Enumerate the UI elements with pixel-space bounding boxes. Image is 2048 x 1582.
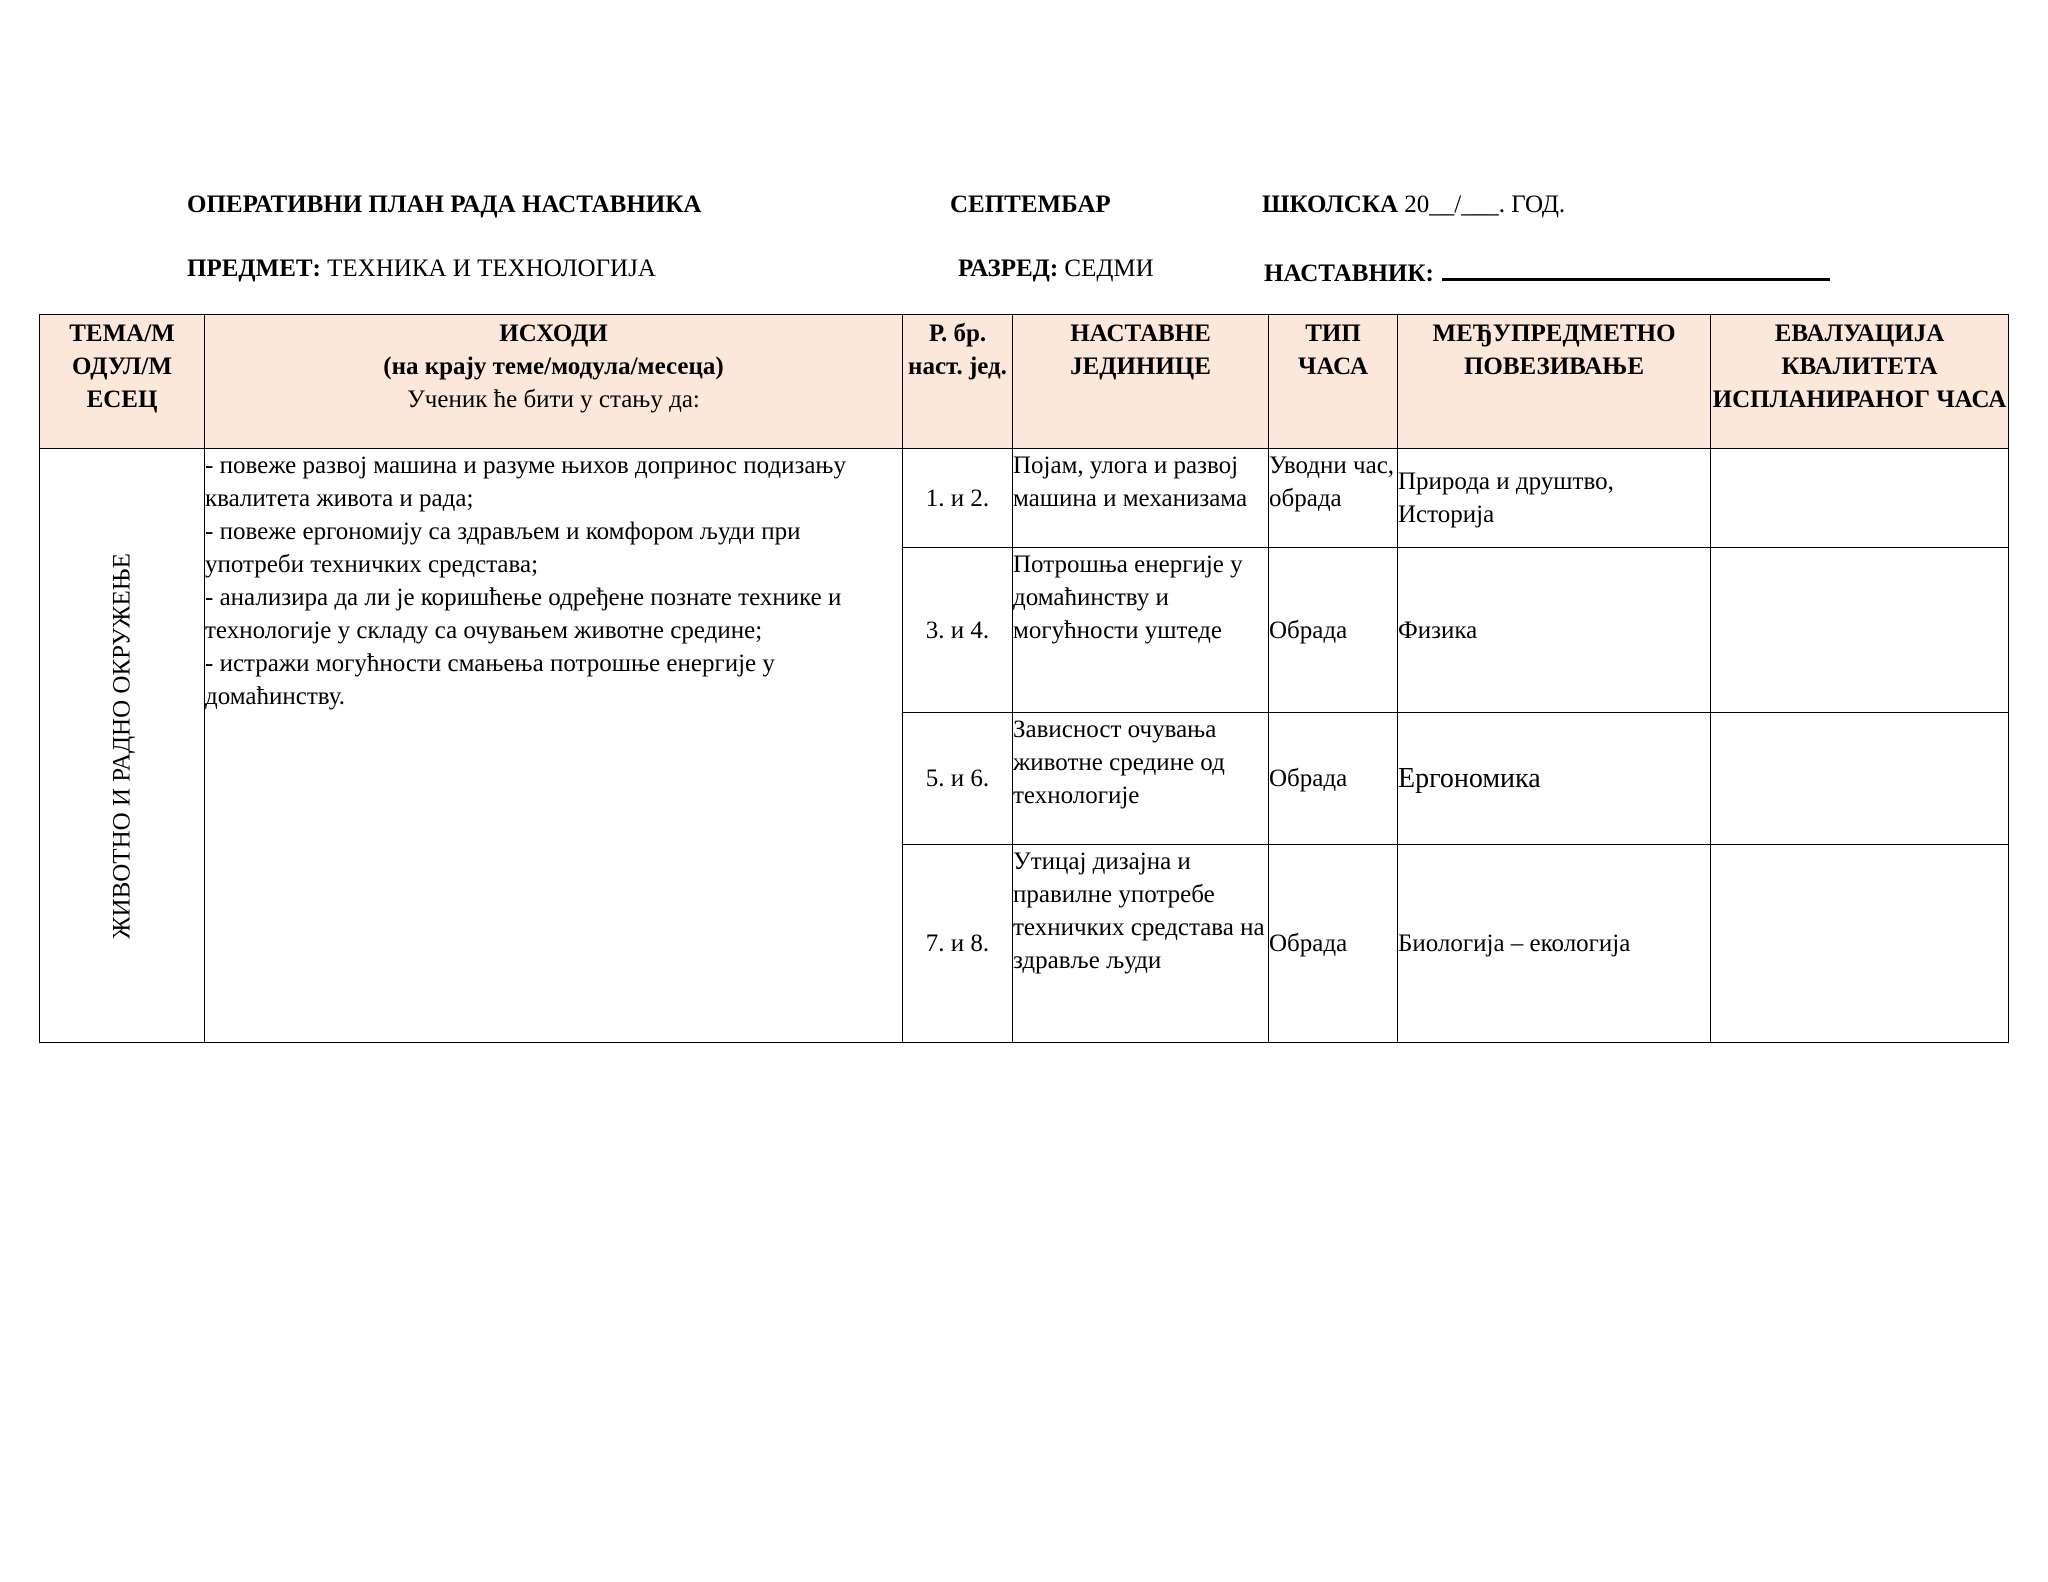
header-outcomes-sub: (на крају теме/модула/месеца) <box>383 353 724 380</box>
lesson-number: 7. и 8. <box>903 845 1013 1043</box>
table-row <box>40 449 2009 548</box>
school-year <box>1262 190 1565 220</box>
header-outcomes-note: Ученик ће бити у стању да: <box>407 386 700 413</box>
plan-title: ОПЕРАТИВНИ ПЛАН РАДА НАСТАВНИКА <box>187 191 702 218</box>
header-eval: ЕВАЛУАЦИЈА КВАЛИТЕТА ИСПЛАНИРАНОГ ЧАСА <box>1711 315 2009 449</box>
lesson-link: Ергономика <box>1398 713 1711 845</box>
header-num: Р. бр. наст. јед. <box>903 315 1013 449</box>
header-links: МЕЂУПРЕДМЕТНО ПОВЕЗИВАЊЕ <box>1398 315 1711 449</box>
lesson-link: Биологија – екологија <box>1398 845 1711 1043</box>
lesson-type: Обрада <box>1269 845 1398 1043</box>
lesson-unit: Потрошња енергије у домаћинству и могућности уштеде <box>1013 548 1269 713</box>
teacher-label: НАСТАВНИК: <box>1264 260 1434 287</box>
subject-label: ПРЕДМЕТ: <box>187 255 321 282</box>
grade-value: СЕДМИ <box>1064 255 1154 282</box>
lesson-link: Природа и друштво, Историја <box>1398 449 1711 548</box>
lesson-eval[interactable] <box>1711 449 2009 548</box>
header-units: НАСТАВНЕ ЈЕДИНИЦЕ <box>1013 315 1269 449</box>
header-outcomes-title: ИСХОДИ <box>499 320 608 347</box>
header-theme: ТЕМА/М ОДУЛ/М ЕСЕЦ <box>40 315 205 449</box>
plan-table <box>39 314 2009 1043</box>
lesson-unit: Утицај дизајна и правилне употребе техничких средстава на здравље људи <box>1013 845 1269 1043</box>
outcomes-text: - повеже развој машина и разуме њихов допринос подизању квалитета живота и рада; - повеже ергономију са здрављем и комфором људи при употреби техничких средстава; - анализира да ли је коришћење одређене познате технике и технологије у складу са очувањем животне средине; - истражи могућности смањења потрошње енергије у домаћинству. <box>205 452 847 710</box>
lesson-type: Уводни час, обрада <box>1269 449 1398 548</box>
subject-value: ТЕХНИКА И ТЕХНОЛОГИЈА <box>327 255 656 282</box>
lesson-number: 3. и 4. <box>903 548 1013 713</box>
header-type: ТИП ЧАСА <box>1269 315 1398 449</box>
lesson-unit: Појам, улога и развој машина и механизама <box>1013 449 1269 548</box>
teacher-name-line[interactable] <box>1442 254 1830 281</box>
theme-text: ЖИВОТНО И РАДНО ОКРУЖЕЊЕ <box>108 552 136 939</box>
school-year-value: 20__/___. ГОД. <box>1404 191 1566 218</box>
table-header-row <box>40 315 2009 449</box>
lesson-unit: Зависност очувања животне средине од технологије <box>1013 713 1269 845</box>
subject <box>187 254 656 284</box>
teacher <box>1264 254 1830 289</box>
grade-label: РАЗРЕД: <box>958 255 1059 282</box>
lesson-link: Физика <box>1398 548 1711 713</box>
lesson-number: 5. и 6. <box>903 713 1013 845</box>
lesson-number: 1. и 2. <box>903 449 1013 548</box>
header-outcomes <box>205 315 903 449</box>
month-label: СЕПТЕМБАР <box>950 191 1111 218</box>
grade <box>958 254 1154 284</box>
school-year-label: ШКОЛСКА <box>1262 191 1399 218</box>
lesson-eval[interactable] <box>1711 713 2009 845</box>
lesson-eval[interactable] <box>1711 845 2009 1043</box>
outcomes-cell <box>205 449 903 1043</box>
lesson-type: Обрада <box>1269 548 1398 713</box>
theme-cell <box>40 449 205 1043</box>
lesson-type: Обрада <box>1269 713 1398 845</box>
lesson-eval[interactable] <box>1711 548 2009 713</box>
